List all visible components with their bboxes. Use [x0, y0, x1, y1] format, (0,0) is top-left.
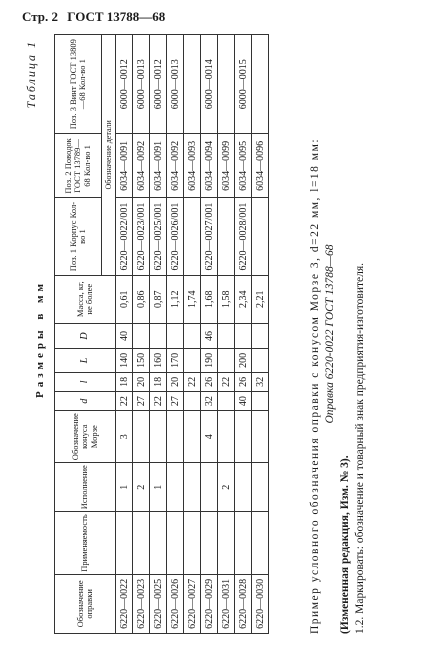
col-l: l: [55, 372, 116, 391]
cell-morse: [184, 411, 201, 463]
cell-l: 26: [201, 372, 218, 391]
rotated-content: [22, 34, 402, 634]
cell-pos3: 6000—0014: [201, 35, 218, 134]
cell-morse: [133, 411, 150, 463]
cell-pos1: 6220—0023/001: [133, 198, 150, 275]
col-detail: Обозначение детали: [102, 35, 116, 276]
table-header-row: [55, 35, 102, 634]
table-row: [252, 35, 269, 634]
sizes-title: Размеры в мм: [34, 280, 46, 398]
notes: [308, 34, 368, 634]
cell-application: [167, 512, 184, 575]
cell-L: 160: [150, 349, 167, 373]
cell-pos1: [218, 198, 235, 275]
cell-mass: 2,34: [235, 275, 252, 323]
cell-application: [201, 512, 218, 575]
cell-mass: 1,12: [167, 275, 184, 323]
cell-variant: [184, 463, 201, 512]
cell-mass: 2,21: [252, 275, 269, 323]
col-mass: Масса, кг, не более: [55, 275, 116, 323]
cell-L: 200: [235, 349, 252, 373]
cell-pos1: 6220—0027/001: [201, 198, 218, 275]
table-row: [167, 35, 184, 634]
cell-variant: [235, 463, 252, 512]
cell-application: [116, 512, 133, 575]
cell-designation: 6220—0025: [150, 574, 167, 633]
cell-pos3: 6000—0013: [133, 35, 150, 134]
cell-d: 27: [133, 391, 150, 410]
cell-L: [218, 349, 235, 373]
cell-l: 26: [235, 372, 252, 391]
cell-pos3: [218, 35, 235, 134]
cell-variant: [252, 463, 269, 512]
cell-l: 32: [252, 372, 269, 391]
cell-pos2: 6034—0099: [218, 134, 235, 198]
cell-L: 150: [133, 349, 150, 373]
table-row: [150, 35, 167, 634]
cell-D: [252, 323, 269, 348]
table-row: [184, 35, 201, 634]
cell-pos2: 6034—0095: [235, 134, 252, 198]
col-D: D: [55, 323, 116, 348]
cell-L: 140: [116, 349, 133, 373]
cell-L: 190: [201, 349, 218, 373]
example-code: Оправка 6220-0022 ГОСТ 13788—68: [324, 244, 336, 424]
cell-morse: [218, 411, 235, 463]
cell-pos1: [252, 198, 269, 275]
cell-mass: 0,61: [116, 275, 133, 323]
col-variant: Исполнение: [55, 463, 116, 512]
cell-morse: [252, 411, 269, 463]
cell-D: [167, 323, 184, 348]
cell-morse: [167, 411, 184, 463]
cell-morse: [235, 411, 252, 463]
revision-note: (Измененная редакция, Изм. № 3).: [339, 455, 351, 634]
cell-pos1: 6220—0028/001: [235, 198, 252, 275]
page-header: [22, 9, 171, 25]
table-caption: Таблица 1: [24, 40, 38, 109]
cell-D: 40: [116, 323, 133, 348]
cell-morse: 3: [116, 411, 133, 463]
cell-pos2: 6034—0092: [167, 134, 184, 198]
parts-table: [54, 34, 269, 634]
cell-d: [184, 391, 201, 410]
standard-number: ГОСТ 13788—68: [67, 9, 166, 24]
cell-L: [252, 349, 269, 373]
table-row: [116, 35, 133, 634]
cell-pos2: 6034—0096: [252, 134, 269, 198]
example-text: Пример условного обозначения оправки с конусом Морзе 3, d=22 мм, l=18 мм:: [309, 137, 321, 634]
cell-pos2: 6034—0093: [184, 134, 201, 198]
cell-designation: 6220—0031: [218, 574, 235, 633]
cell-variant: 1: [150, 463, 167, 512]
cell-pos3: [252, 35, 269, 134]
cell-D: [235, 323, 252, 348]
cell-mass: 0,87: [150, 275, 167, 323]
cell-variant: 2: [133, 463, 150, 512]
cell-d: 27: [167, 391, 184, 410]
cell-l: 22: [218, 372, 235, 391]
cell-application: [252, 512, 269, 575]
cell-application: [184, 512, 201, 575]
cell-variant: [201, 463, 218, 512]
cell-pos3: 6000—0012: [150, 35, 167, 134]
cell-variant: [167, 463, 184, 512]
cell-L: 170: [167, 349, 184, 373]
cell-d: [218, 391, 235, 410]
cell-morse: [150, 411, 167, 463]
cell-designation: 6220—0029: [201, 574, 218, 633]
cell-l: 22: [184, 372, 201, 391]
cell-l: 18: [116, 372, 133, 391]
table-row: [235, 35, 252, 634]
cell-pos3: [184, 35, 201, 134]
cell-d: [252, 391, 269, 410]
cell-D: [150, 323, 167, 348]
cell-L: [184, 349, 201, 373]
cell-designation: 6220—0023: [133, 574, 150, 633]
cell-D: 46: [201, 323, 218, 348]
cell-variant: 1: [116, 463, 133, 512]
cell-pos1: [184, 198, 201, 275]
col-morse: Обозначение конуса Морзе: [55, 411, 116, 463]
cell-designation: 6220—0028: [235, 574, 252, 633]
cell-designation: 6220—0022: [116, 574, 133, 633]
page-number: Стр. 2: [22, 9, 58, 24]
cell-pos2: 6034—0094: [201, 134, 218, 198]
cell-application: [133, 512, 150, 575]
cell-l: 18: [150, 372, 167, 391]
table-row: [133, 35, 150, 634]
cell-pos2: 6034—0092: [133, 134, 150, 198]
cell-application: [218, 512, 235, 575]
cell-pos3: 6000—0013: [167, 35, 184, 134]
col-pos2: Поз. 2 Поводок ГОСТ 13789—68 Кол-во 1: [55, 134, 102, 198]
cell-application: [150, 512, 167, 575]
cell-d: 40: [235, 391, 252, 410]
cell-pos3: 6000—0012: [116, 35, 133, 134]
cell-d: 32: [201, 391, 218, 410]
cell-pos1: 6220—0022/001: [116, 198, 133, 275]
table-row: [201, 35, 218, 634]
cell-pos1: 6220—0026/001: [167, 198, 184, 275]
table-row: [218, 35, 235, 634]
cell-application: [235, 512, 252, 575]
col-L: L: [55, 349, 116, 373]
cell-variant: 2: [218, 463, 235, 512]
cell-D: [133, 323, 150, 348]
col-application: Применяемость: [55, 512, 116, 575]
col-pos1: Поз. 1 Корпус Кол-во 1: [55, 198, 102, 275]
cell-D: [218, 323, 235, 348]
cell-d: 22: [150, 391, 167, 410]
cell-designation: 6220—0030: [252, 574, 269, 633]
cell-mass: 1,68: [201, 275, 218, 323]
cell-pos2: 6034—0091: [150, 134, 167, 198]
cell-mass: 1,58: [218, 275, 235, 323]
cell-mass: 0,86: [133, 275, 150, 323]
cell-mass: 1,74: [184, 275, 201, 323]
cell-D: [184, 323, 201, 348]
cell-pos3: 6000—0015: [235, 35, 252, 134]
col-d: d: [55, 391, 116, 410]
cell-morse: 4: [201, 411, 218, 463]
col-designation: Обозначение оправки: [55, 574, 116, 633]
marking-note: 1.2. Маркировать: обозначение и товарный знак предприятия-изготовителя.: [354, 262, 366, 634]
cell-l: 20: [133, 372, 150, 391]
cell-pos1: 6220—0025/001: [150, 198, 167, 275]
col-pos3: Поз. 3 Винт ГОСТ 13809—68 Кол-во 1: [55, 35, 102, 134]
cell-designation: 6220—0027: [184, 574, 201, 633]
cell-l: 20: [167, 372, 184, 391]
cell-designation: 6220—0026: [167, 574, 184, 633]
cell-d: 22: [116, 391, 133, 410]
cell-pos2: 6034—0091: [116, 134, 133, 198]
